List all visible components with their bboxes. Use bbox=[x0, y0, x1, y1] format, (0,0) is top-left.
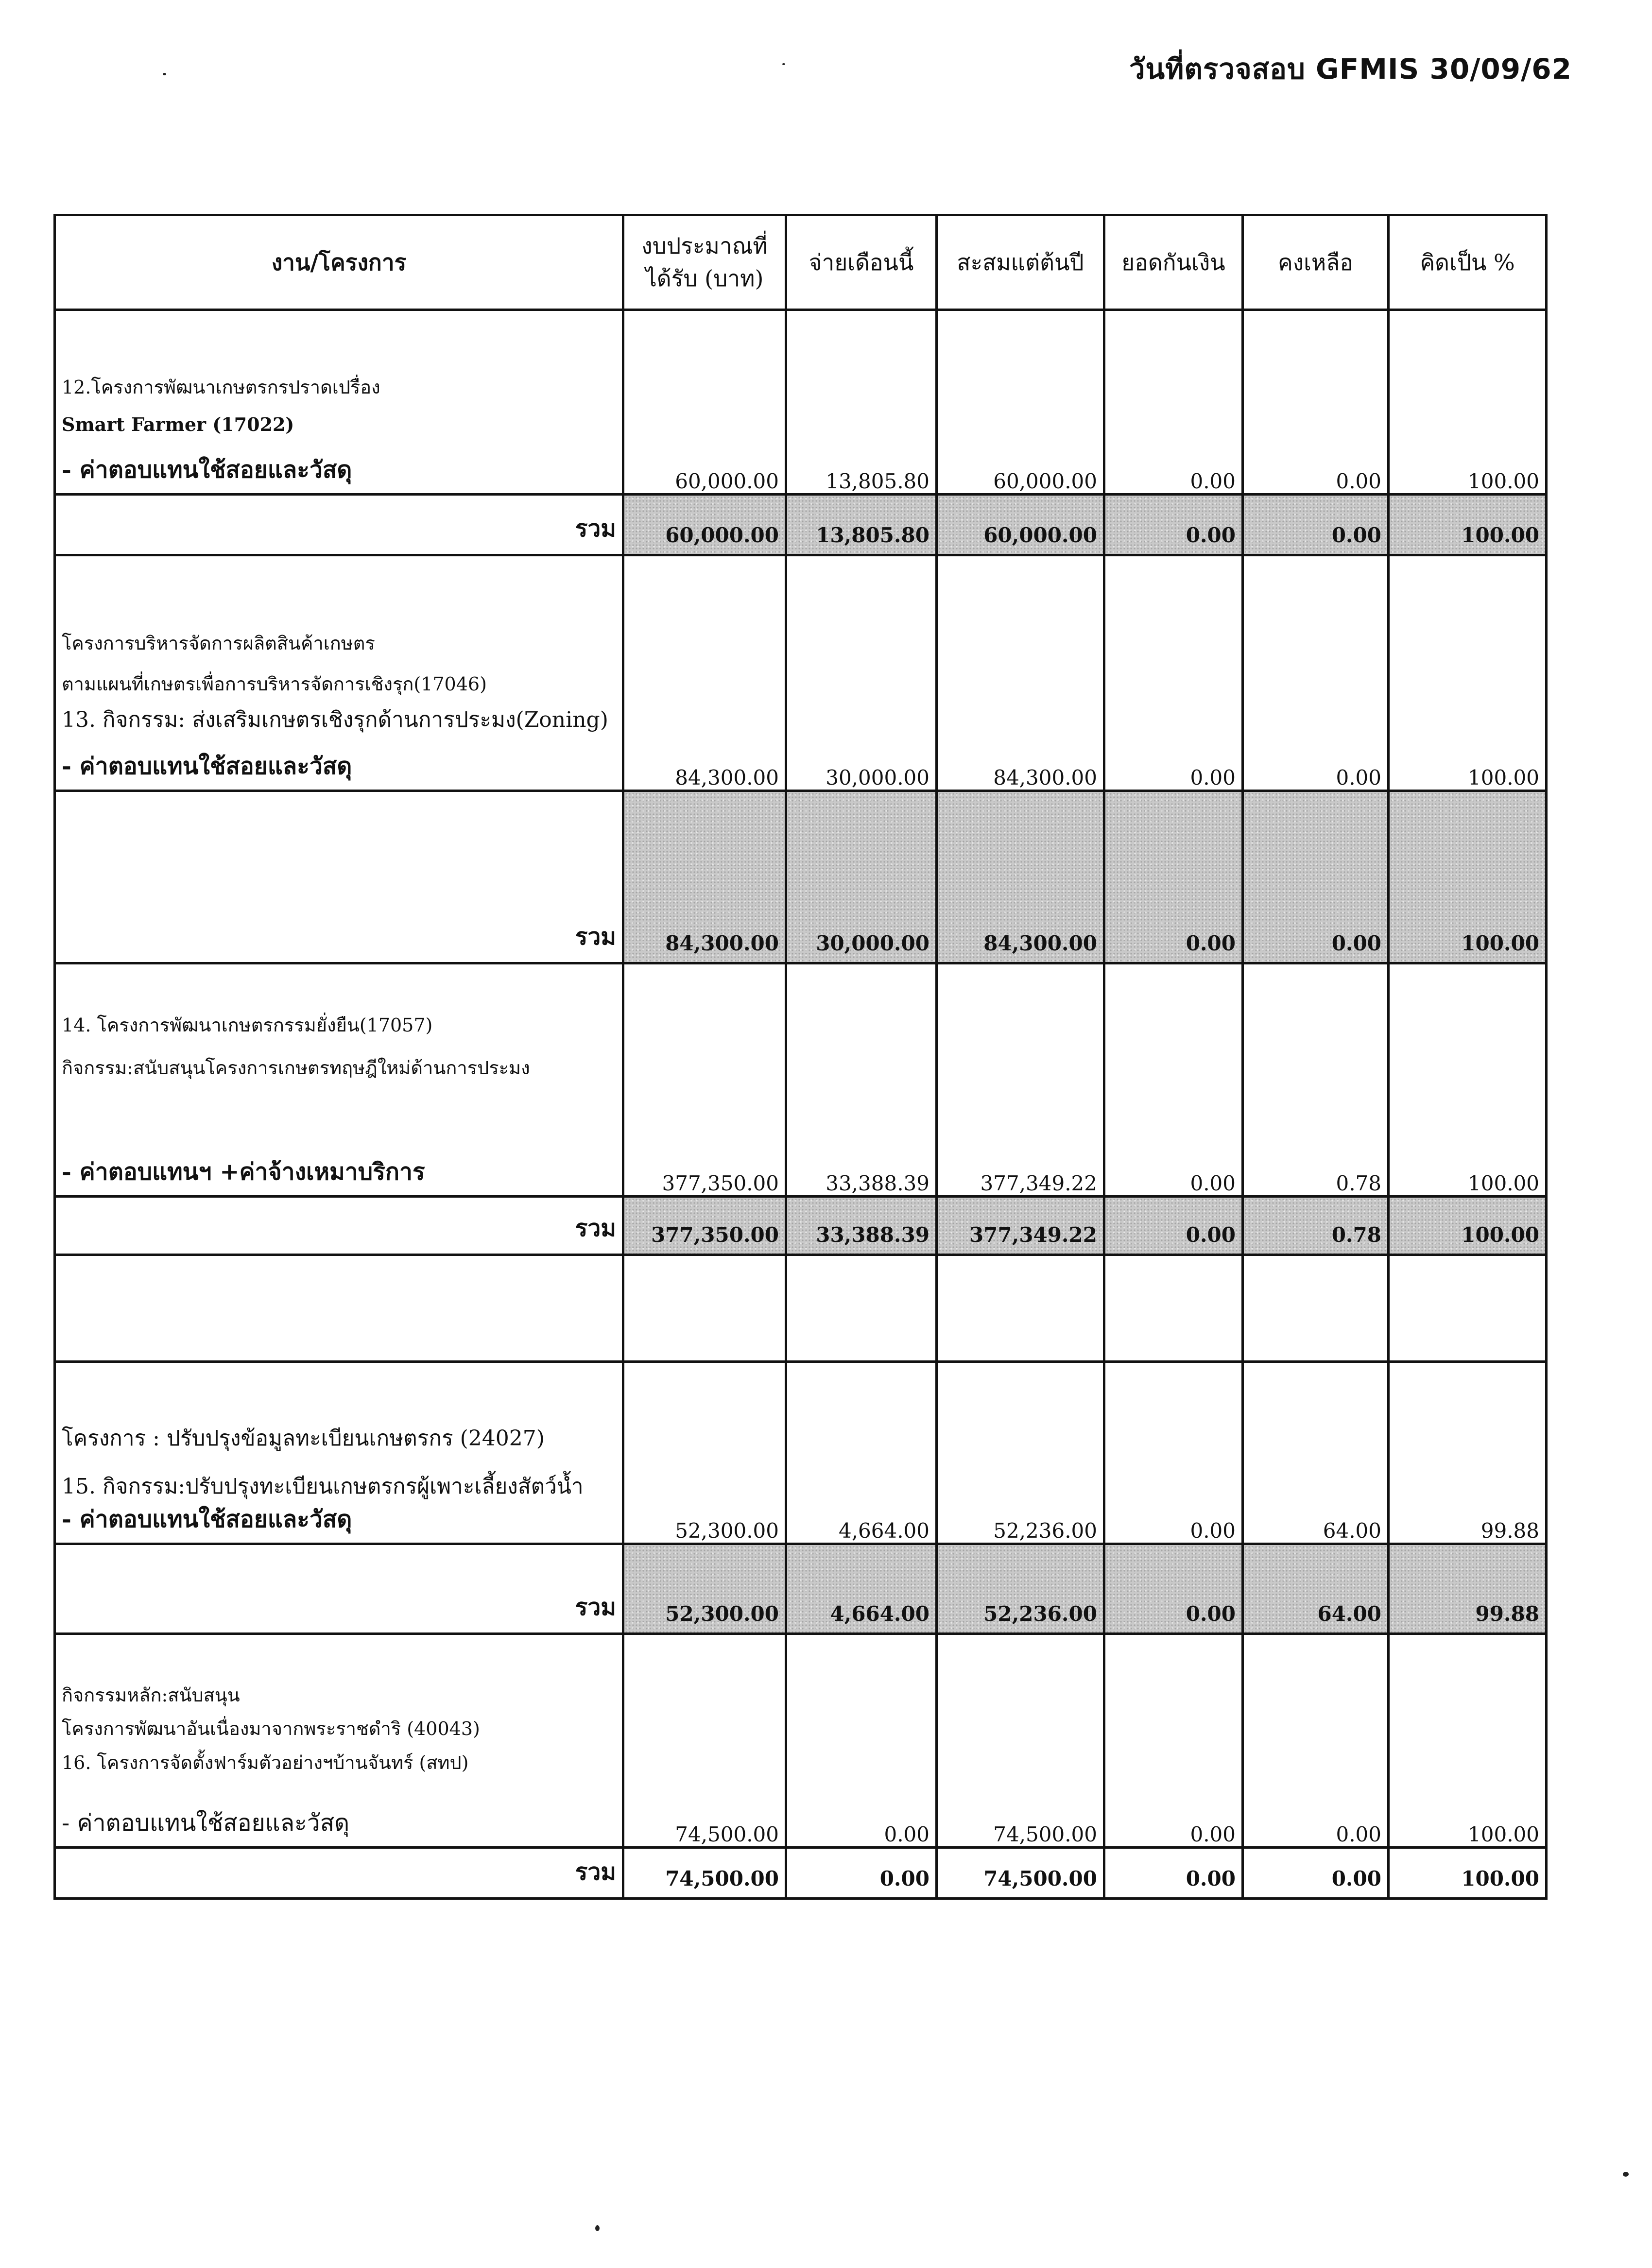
column-header-paid-this-month: จ่ายเดือนนี้ bbox=[786, 215, 937, 310]
empty-cell bbox=[1104, 1255, 1243, 1362]
total-paid: 30,000.00 bbox=[786, 791, 937, 963]
total-paid: 33,388.39 bbox=[786, 1197, 937, 1255]
project-line: โครงการพัฒนาอันเนื่องมาจากพระราชดำริ (40043) bbox=[62, 1718, 480, 1739]
column-header-remaining: คงเหลือ bbox=[1243, 215, 1389, 310]
total-reserved: 0.00 bbox=[1104, 1544, 1243, 1634]
total-row bbox=[55, 791, 1547, 963]
total-percent: 100.00 bbox=[1389, 1848, 1547, 1899]
check-date-label: วันที่ตรวจสอบ GFMIS 30/09/62 bbox=[1129, 52, 1572, 86]
total-accumulated: 377,349.22 bbox=[937, 1197, 1104, 1255]
budget-value: 84,300.00 bbox=[623, 555, 786, 791]
project-line: 12.โครงการพัฒนาเกษตรกรปราดเปรื่อง bbox=[62, 377, 380, 398]
paid-value: 4,664.00 bbox=[786, 1362, 937, 1544]
total-budget: 74,500.00 bbox=[623, 1848, 786, 1899]
empty-cell bbox=[937, 1255, 1104, 1362]
total-row bbox=[55, 1544, 1547, 1634]
project-line: กิจกรรม:สนับสนุนโครงการเกษตรทฤษฎีใหม่ด้านการประมง bbox=[62, 1057, 530, 1079]
empty-cell bbox=[623, 1255, 786, 1362]
total-row bbox=[55, 1197, 1547, 1255]
column-header-project: งาน/โครงการ bbox=[55, 215, 623, 310]
percent-value: 100.00 bbox=[1389, 555, 1547, 791]
expense-item: - ค่าตอบแทนใช้สอยและวัสดุ bbox=[62, 1809, 350, 1837]
accumulated-value: 52,236.00 bbox=[937, 1362, 1104, 1544]
total-budget: 52,300.00 bbox=[623, 1544, 786, 1634]
accumulated-value: 60,000.00 bbox=[937, 310, 1104, 495]
project-line: 15. กิจกรรม:ปรับปรุงทะเบียนเกษตรกรผู้เพาะเลี้ยงสัตว์น้ำ bbox=[62, 1474, 584, 1499]
empty-cell bbox=[1243, 1255, 1389, 1362]
column-header-budget: งบประมาณที่ ได้รับ (บาท) bbox=[623, 215, 786, 310]
total-label: รวม bbox=[55, 1544, 623, 1634]
paid-value: 30,000.00 bbox=[786, 555, 937, 791]
column-header-reserved: ยอดกันเงิน bbox=[1104, 215, 1243, 310]
total-paid: 13,805.80 bbox=[786, 495, 937, 555]
total-percent: 99.88 bbox=[1389, 1544, 1547, 1634]
project-line: ตามแผนที่เกษตรเพื่อการบริหารจัดการเชิงรุก(17046) bbox=[62, 673, 487, 695]
table-row bbox=[55, 1634, 1547, 1848]
table-header-row bbox=[55, 215, 1547, 310]
total-budget: 84,300.00 bbox=[623, 791, 786, 963]
percent-value: 99.88 bbox=[1389, 1362, 1547, 1544]
reserved-value: 0.00 bbox=[1104, 1362, 1243, 1544]
budget-table bbox=[53, 214, 1548, 1900]
remaining-value: 64.00 bbox=[1243, 1362, 1389, 1544]
total-remaining: 0.00 bbox=[1243, 791, 1389, 963]
total-label: รวม bbox=[55, 1848, 623, 1899]
expense-item: - ค่าตอบแทนใช้สอยและวัสดุ bbox=[62, 753, 352, 780]
reserved-value: 0.00 bbox=[1104, 310, 1243, 495]
total-percent: 100.00 bbox=[1389, 495, 1547, 555]
total-remaining: 0.00 bbox=[1243, 1848, 1389, 1899]
project-cell bbox=[55, 1362, 623, 1544]
project-line: โครงการ : ปรับปรุงข้อมูลทะเบียนเกษตรกร (24027) bbox=[62, 1426, 545, 1451]
total-row bbox=[55, 1848, 1547, 1899]
total-percent: 100.00 bbox=[1389, 1197, 1547, 1255]
expense-item: - ค่าตอบแทนใช้สอยและวัสดุ bbox=[62, 1506, 352, 1533]
project-cell bbox=[55, 555, 623, 791]
empty-cell bbox=[55, 1255, 623, 1362]
accumulated-value: 74,500.00 bbox=[937, 1634, 1104, 1848]
empty-cell bbox=[786, 1255, 937, 1362]
budget-value: 377,350.00 bbox=[623, 963, 786, 1197]
percent-value: 100.00 bbox=[1389, 963, 1547, 1197]
remaining-value: 0.78 bbox=[1243, 963, 1389, 1197]
total-reserved: 0.00 bbox=[1104, 495, 1243, 555]
accumulated-value: 377,349.22 bbox=[937, 963, 1104, 1197]
total-reserved: 0.00 bbox=[1104, 1197, 1243, 1255]
scan-speck bbox=[1623, 2172, 1629, 2177]
project-line: 13. กิจกรรม: ส่งเสริมเกษตรเชิงรุกด้านการประมง(Zoning) bbox=[62, 707, 608, 732]
accumulated-value: 84,300.00 bbox=[937, 555, 1104, 791]
project-line: โครงการบริหารจัดการผลิตสินค้าเกษตร bbox=[62, 633, 375, 654]
budget-value: 52,300.00 bbox=[623, 1362, 786, 1544]
scan-speck bbox=[782, 63, 785, 65]
total-reserved: 0.00 bbox=[1104, 1848, 1243, 1899]
paid-value: 13,805.80 bbox=[786, 310, 937, 495]
total-accumulated: 60,000.00 bbox=[937, 495, 1104, 555]
total-label: รวม bbox=[55, 791, 623, 963]
total-percent: 100.00 bbox=[1389, 791, 1547, 963]
project-cell bbox=[55, 310, 623, 495]
total-remaining: 64.00 bbox=[1243, 1544, 1389, 1634]
budget-value: 60,000.00 bbox=[623, 310, 786, 495]
project-line: 14. โครงการพัฒนาเกษตรกรรมยั่งยืน(17057) bbox=[62, 1014, 433, 1036]
project-line: Smart Farmer (17022) bbox=[62, 413, 294, 435]
table-row bbox=[55, 963, 1547, 1197]
project-line: กิจกรรมหลัก:สนับสนุน bbox=[62, 1684, 240, 1706]
project-line: 16. โครงการจัดตั้งฟาร์มตัวอย่างฯบ้านจันทร์ (สทป) bbox=[62, 1752, 469, 1773]
total-row bbox=[55, 495, 1547, 555]
total-paid: 4,664.00 bbox=[786, 1544, 937, 1634]
percent-value: 100.00 bbox=[1389, 1634, 1547, 1848]
remaining-value: 0.00 bbox=[1243, 555, 1389, 791]
project-cell bbox=[55, 963, 623, 1197]
reserved-value: 0.00 bbox=[1104, 1634, 1243, 1848]
budget-value: 74,500.00 bbox=[623, 1634, 786, 1848]
table-row bbox=[55, 310, 1547, 495]
total-label: รวม bbox=[55, 1197, 623, 1255]
empty-cell bbox=[1389, 1255, 1547, 1362]
total-label: รวม bbox=[55, 495, 623, 555]
scan-speck bbox=[163, 73, 166, 75]
total-remaining: 0.00 bbox=[1243, 495, 1389, 555]
empty-row bbox=[55, 1255, 1547, 1362]
scan-speck bbox=[595, 2225, 600, 2231]
total-budget: 377,350.00 bbox=[623, 1197, 786, 1255]
total-accumulated: 74,500.00 bbox=[937, 1848, 1104, 1899]
total-paid: 0.00 bbox=[786, 1848, 937, 1899]
project-cell bbox=[55, 1634, 623, 1848]
reserved-value: 0.00 bbox=[1104, 555, 1243, 791]
percent-value: 100.00 bbox=[1389, 310, 1547, 495]
column-header-percent: คิดเป็น % bbox=[1389, 215, 1547, 310]
column-header-accumulated: สะสมแต่ต้นปี bbox=[937, 215, 1104, 310]
paid-value: 33,388.39 bbox=[786, 963, 937, 1197]
total-remaining: 0.78 bbox=[1243, 1197, 1389, 1255]
total-budget: 60,000.00 bbox=[623, 495, 786, 555]
paid-value: 0.00 bbox=[786, 1634, 937, 1848]
remaining-value: 0.00 bbox=[1243, 1634, 1389, 1848]
reserved-value: 0.00 bbox=[1104, 963, 1243, 1197]
table-row bbox=[55, 555, 1547, 791]
remaining-value: 0.00 bbox=[1243, 310, 1389, 495]
total-accumulated: 84,300.00 bbox=[937, 791, 1104, 963]
expense-item: - ค่าตอบแทนฯ +ค่าจ้างเหมาบริการ bbox=[62, 1158, 425, 1186]
total-reserved: 0.00 bbox=[1104, 791, 1243, 963]
table-row bbox=[55, 1362, 1547, 1544]
expense-item: - ค่าตอบแทนใช้สอยและวัสดุ bbox=[62, 456, 352, 483]
total-accumulated: 52,236.00 bbox=[937, 1544, 1104, 1634]
